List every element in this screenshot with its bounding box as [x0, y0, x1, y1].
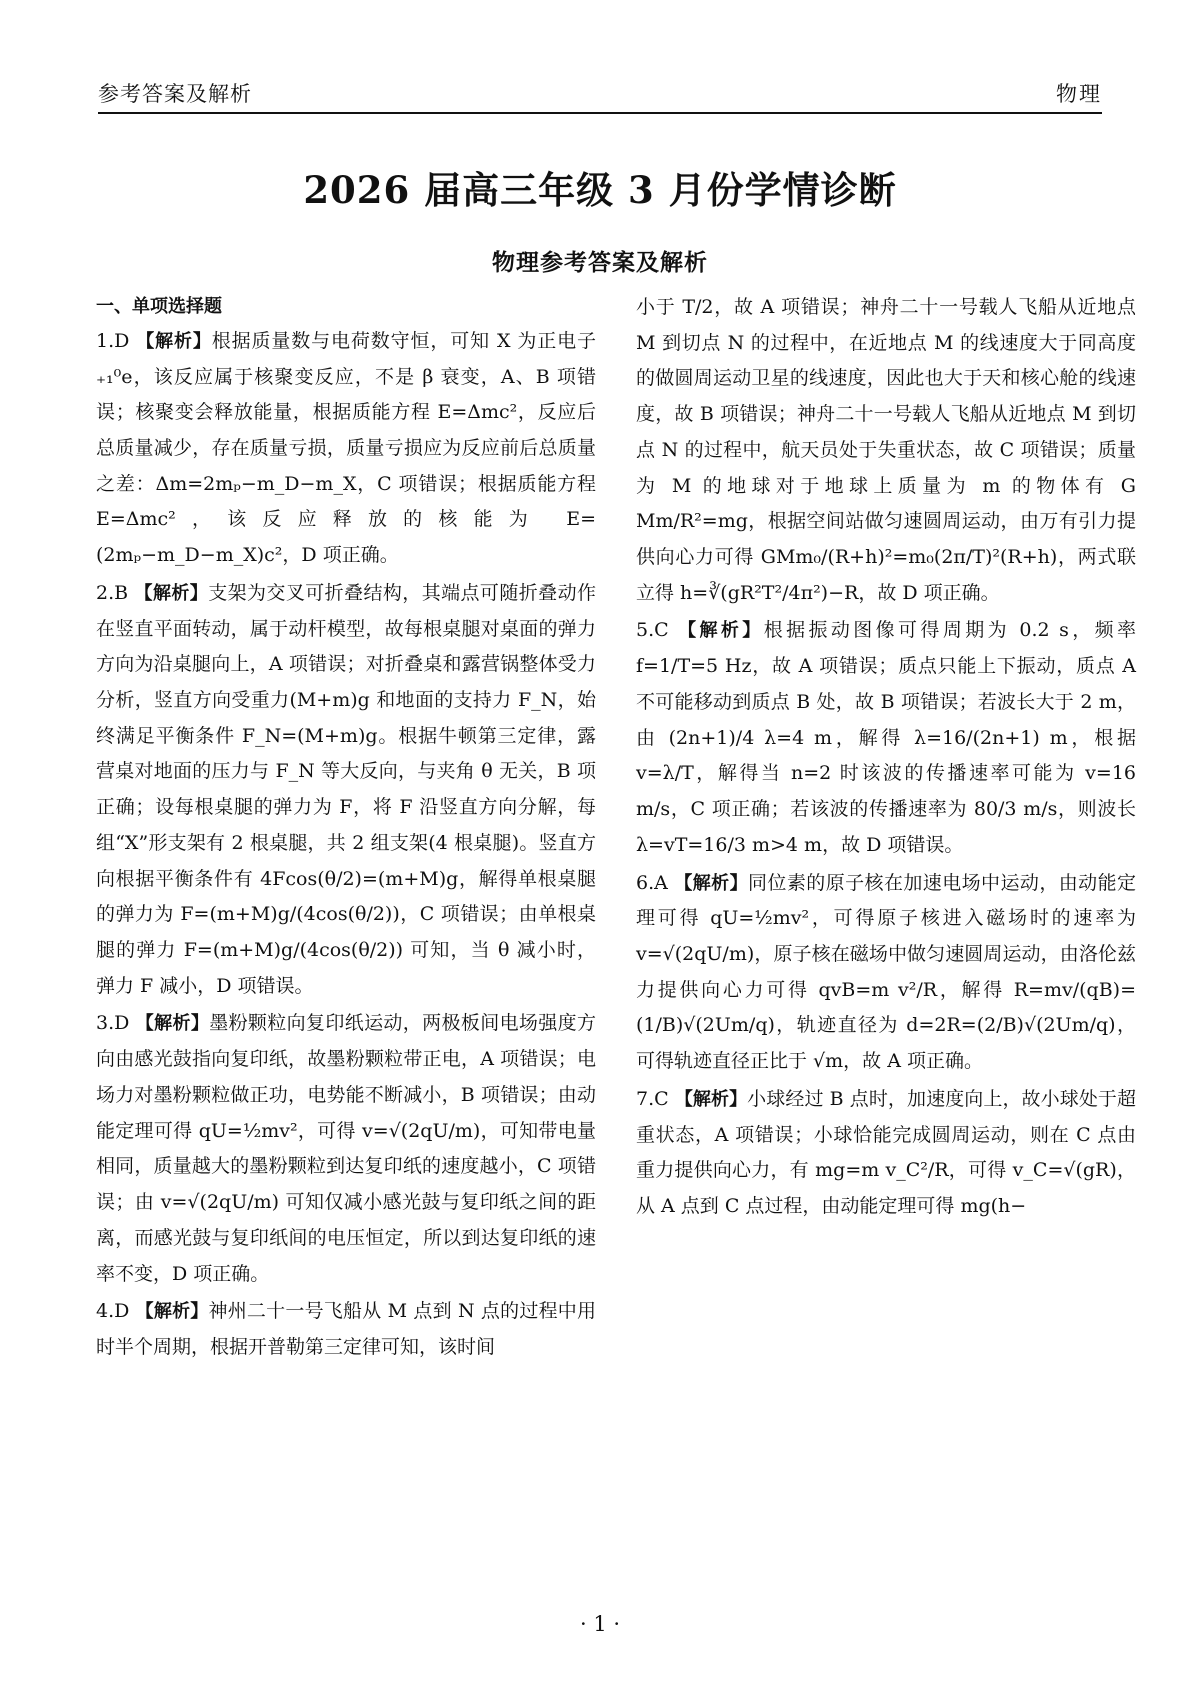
answer-text: 神州二十一号飞船从 M 点到 N 点的过程中用时半个周期，根据开普勒第三定律可知，该时间: [96, 1300, 597, 1358]
answer-text: 根据振动图像可得周期为 0.2 s，频率 f=1/T=5 Hz，故 A 项错误；质点只能上下振动，质点 A 不可能移动到质点 B 处，故 B 项错误；若波长大于 2 m，由 (2n+1)/4 λ=4 m，解得 λ=16/(2n+1) m，根据 v=λ/T，解得当 n=2 时该波的传播速率可能为 v=16 m/s，C 项正确；若该波的传播速率为 80/3 m/s，则波长 λ=vT=16/3 m>4 m，故 D 项错误。: [636, 619, 1137, 856]
page-header: [98, 74, 1102, 114]
header-left-label: 参考答案及解析: [98, 82, 252, 106]
answer-number: 4.D: [96, 1300, 130, 1323]
answer-number: 7.C: [636, 1087, 669, 1110]
answer-number: 3.D: [96, 1012, 130, 1035]
analysis-tag: 【解析】: [678, 620, 764, 642]
answer-item-4-continued: [636, 290, 1136, 611]
answer-number: 2.B: [96, 581, 129, 604]
analysis-tag: 【解析】: [674, 1088, 748, 1110]
document-title: 2026 届高三年级 3 月份学情诊断: [303, 168, 897, 212]
document-subtitle: 物理参考答案及解析: [492, 250, 708, 276]
answer-text: 小球经过 B 点时，加速度向上，故小球处于超重状态，A 项错误；小球恰能完成圆周运动，则在 C 点由重力提供向心力，有 mg=m v_C²/R，可得 v_C=√(gR)，从 A 点到 C 点过程，由动能定理可得 mg(h−: [636, 1087, 1137, 1217]
answer-item-2: [96, 576, 596, 1005]
answer-number: 1.D: [96, 329, 130, 352]
page-number: · 1 ·: [579, 1612, 621, 1636]
answer-text: 墨粉颗粒向复印纸运动，两极板间电场强度方向由感光鼓指向复印纸，故墨粉颗粒带正电，A 项错误；电场力对墨粉颗粒做正功，电势能不断减小，B 项错误；由动能定理可得 qU=½mv²，可得 v=√(2qU/m)，可知带电量相同，质量越大的墨粉颗粒到达复印纸的速度越小，C 项错误；由 v=√(2qU/m) 可知仅减小感光鼓与复印纸之间的距离，而感光鼓与复印纸间的电压恒定，所以到达复印纸的速率不变，D 项正确。: [96, 1012, 596, 1285]
answer-text: 根据质量数与电荷数守恒，可知 X 为正电子 ₊₁⁰e，该反应属于核聚变反应，不是 β 衰变，A、B 项错误；核聚变会释放能量，根据质能方程 E=Δmc²，反应后总质量减少，存在质量亏损，质量亏损应为反应前后总质量之差：Δm=2mₚ−m_D−m_X，C 项错误；根据质能方程 E=Δmc²，该反应释放的核能为 E=(2mₚ−m_D−m_X)c²，D 项正确。: [96, 329, 597, 567]
answer-item-6: [636, 866, 1136, 1080]
analysis-tag: 【解析】: [135, 1013, 210, 1035]
answer-text: 支架为交叉可折叠结构，其端点可随折叠动作在竖直平面转动，属于动杆模型，故每根桌腿对桌面的弹力方向为沿桌腿向上，A 项错误；对折叠桌和露营锅整体受力分析，竖直方向受重力(M+m)g 和地面的支持力 F_N，始终满足平衡条件 F_N=(M+m)g。根据牛顿第三定律，露营桌对地面的压力与 F_N 等大反向，与夹角 θ 无关，B 项正确；设每根桌腿的弹力为 F，将 F 沿竖直方向分解，每组“X”形支架有 2 根桌腿，共 2 组支架(4 根桌腿)。竖直方向根据平衡条件有 4Fcos(θ/2)=(m+M)g，解得单根桌腿的弹力为 F=(m+M)g/(4cos(θ/2))，C 项错误；由单根桌腿的弹力 F=(m+M)g/(4cos(θ/2)) 可知，当 θ 减小时，弹力 F 减小，D 项错误。: [96, 581, 596, 997]
header-rule: [98, 112, 1102, 114]
answer-item-7: [636, 1082, 1136, 1225]
answer-text: 小于 T/2，故 A 项错误；神舟二十一号载人飞船从近地点 M 到切点 N 的过程中，在近地点 M 的线速度大于同高度的做圆周运动卫星的线速度，因此也大于天和核心舱的线速度，故 B 项错误；神舟二十一号载人飞船从近地点 M 到切点 N 的过程中，航天员处于失重状态，故 C 项错误；质量为 M 的地球对于地球上质量为 m 的物体有 G Mm/R²=mg，根据空间站做匀速圆周运动，由万有引力提供向心力可得 GMm₀/(R+h)²=m₀(2π/T)²(R+h)，两式联立得 h=∛(gR²T²/4π²)−R，故 D 项正确。: [636, 296, 1136, 604]
answer-item-3: [96, 1006, 596, 1292]
answer-number: 5.C: [636, 619, 669, 642]
answer-item-5: [636, 613, 1136, 863]
answer-item-4: [96, 1294, 596, 1365]
answer-text: 同位素的原子核在加速电场中运动，由动能定理可得 qU=½mv²，可得原子核进入磁场时的速率为 v=√(2qU/m)，原子核在磁场中做匀速圆周运动，由洛伦兹力提供向心力可得 qvB=m v²/R，解得 R=mv/(qB)=(1/B)√(2Um/q)，轨迹直径为 d=2R=(2/B)√(2Um/q)，可得轨迹直径正比于 √m，故 A 项正确。: [636, 871, 1136, 1073]
right-column: [636, 290, 1136, 1227]
analysis-tag: 【解析】: [136, 330, 212, 352]
analysis-tag: 【解析】: [134, 582, 209, 604]
answer-item-1: [96, 324, 596, 574]
header-subject-label: 物理: [1056, 82, 1102, 106]
left-column: [96, 290, 596, 1368]
section-heading: 一、单项选择题: [96, 296, 222, 317]
answer-number: 6.A: [636, 871, 668, 894]
analysis-tag: 【解析】: [674, 872, 749, 894]
analysis-tag: 【解析】: [135, 1301, 209, 1323]
